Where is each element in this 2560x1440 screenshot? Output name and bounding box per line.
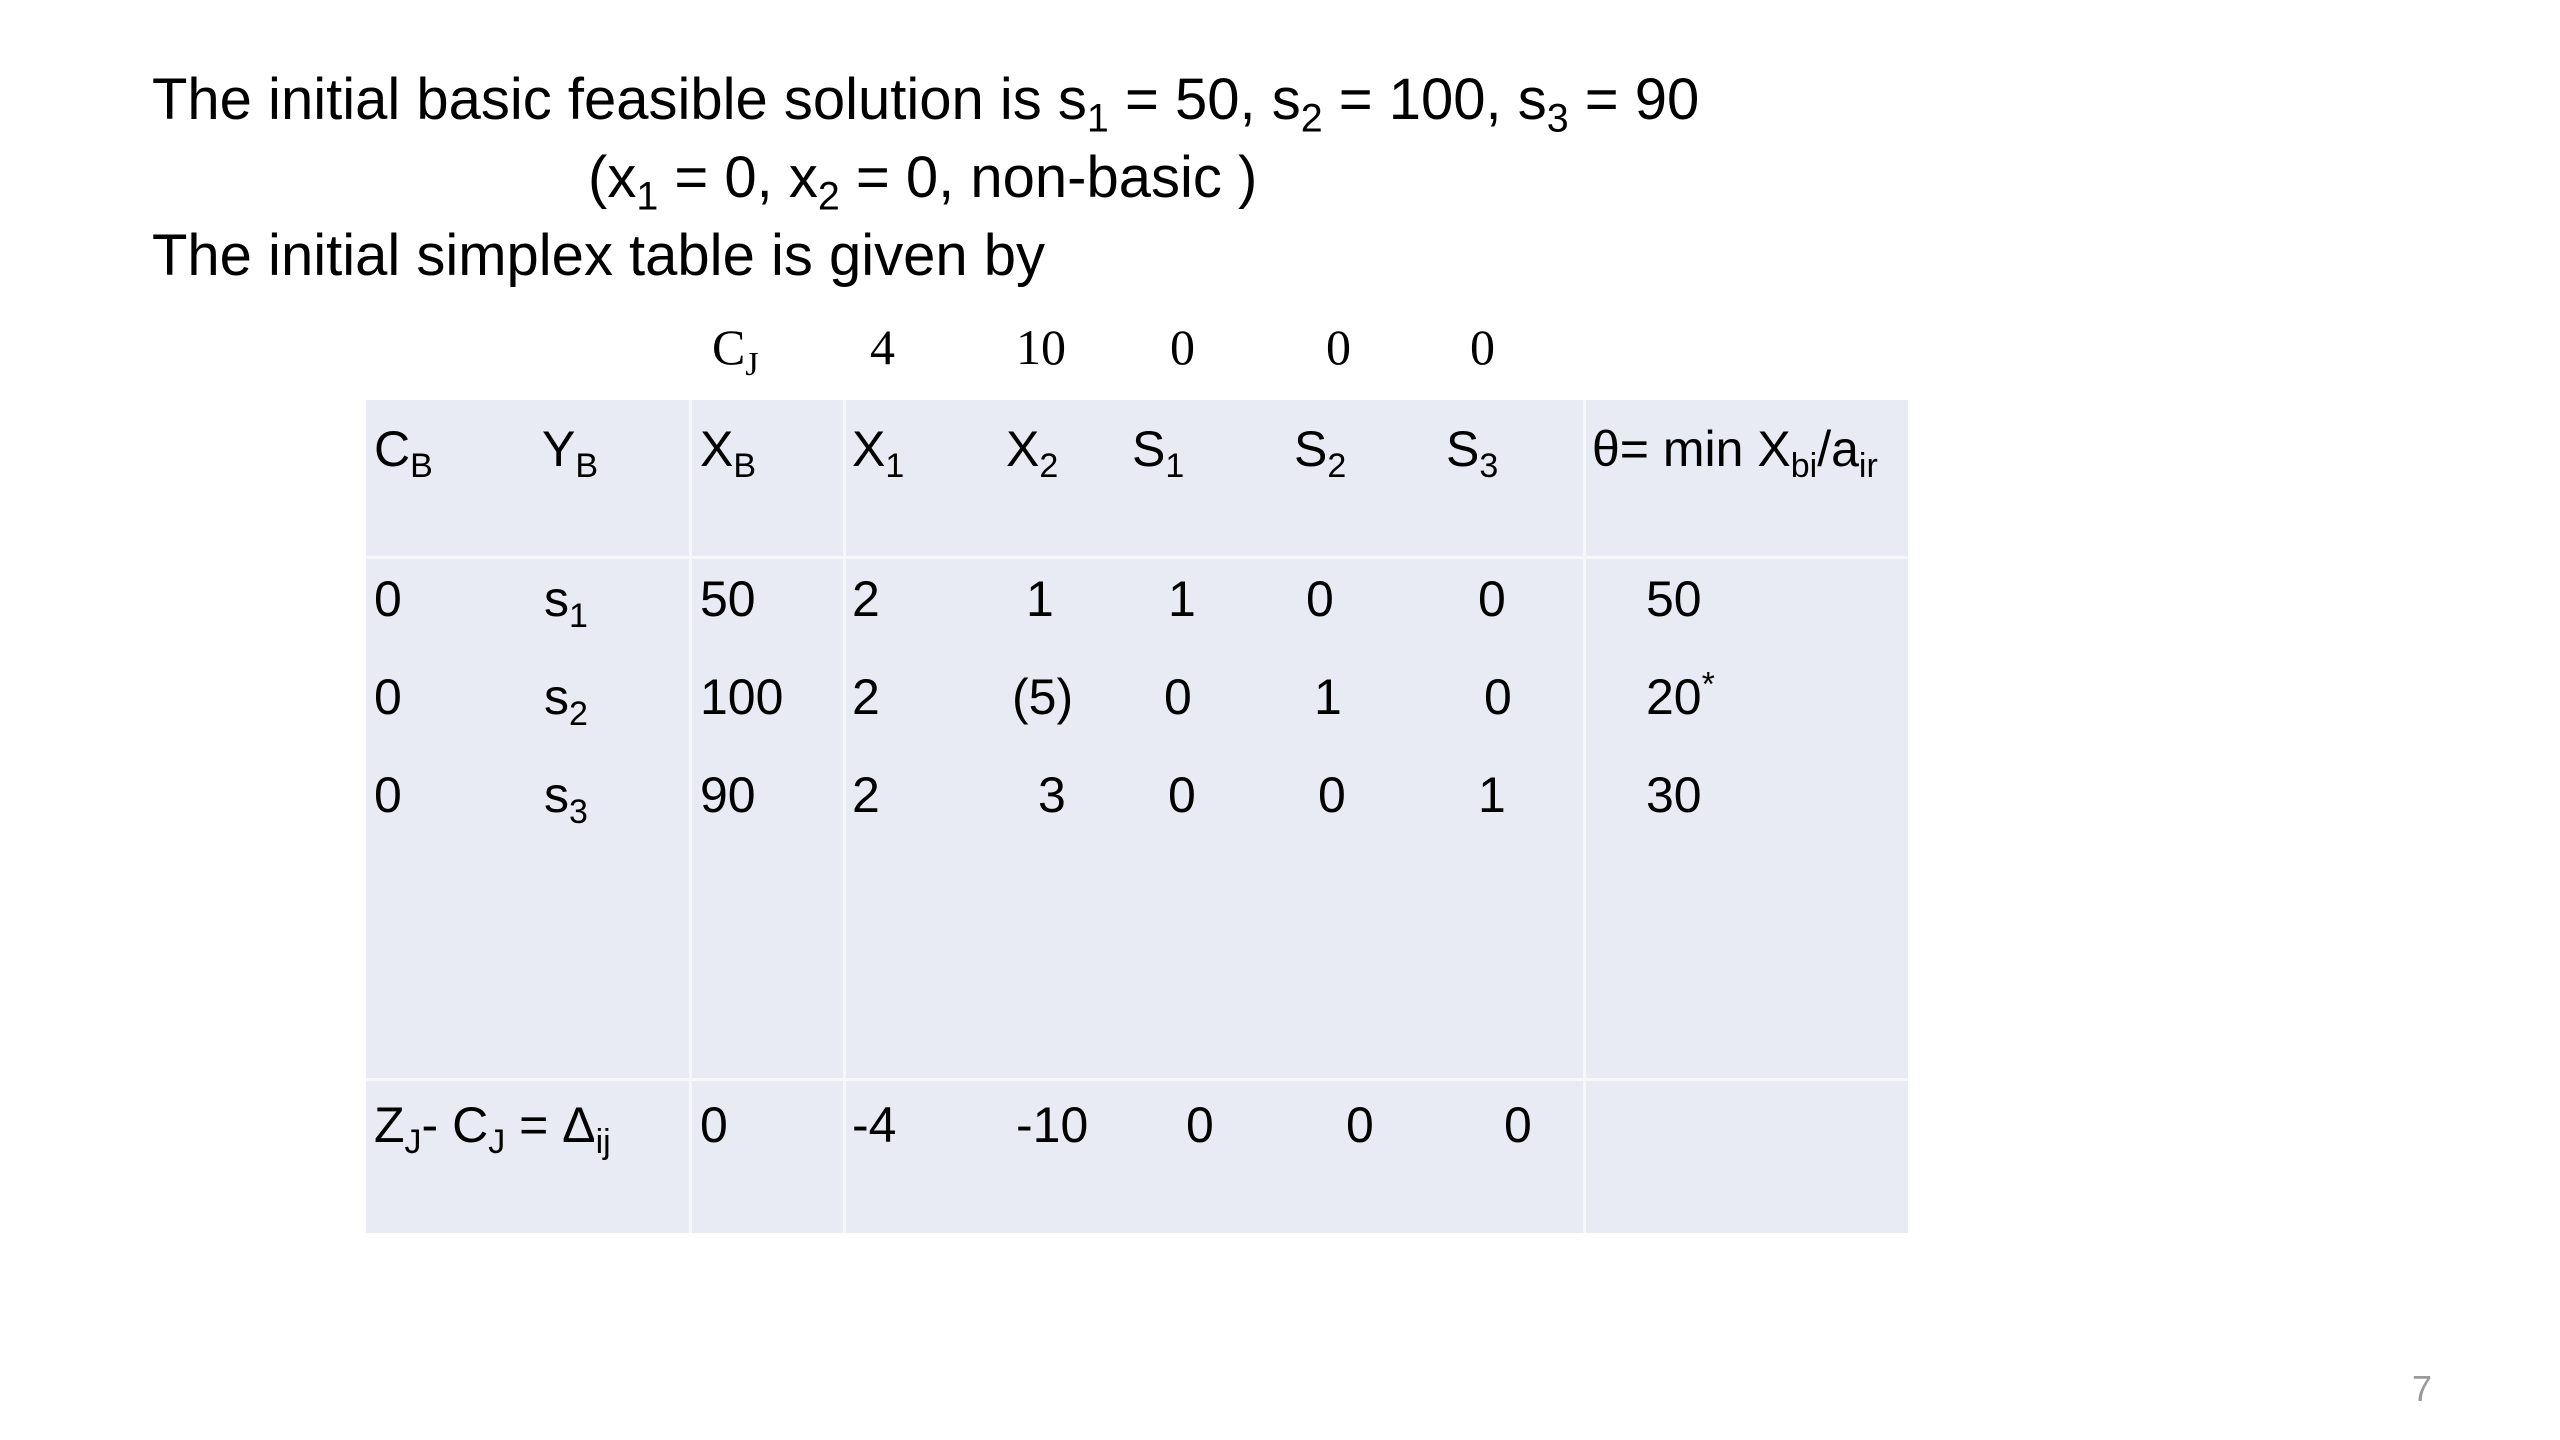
delta-xb: 0 [700, 1097, 728, 1153]
header-x2: $X_2$ [1006, 421, 1059, 485]
header-s2: $S_2$ [1294, 421, 1347, 485]
row1-cb: 0 [374, 571, 402, 627]
delta-s3: 0 [1504, 1097, 1532, 1153]
row3-xb: 90 [700, 767, 756, 823]
row3-x1: 2 [852, 767, 880, 823]
header-cb: $C_B$ [374, 421, 433, 485]
row2-theta: 20* [1646, 665, 1715, 725]
table-column-divider [843, 400, 846, 1233]
row2-x1: 2 [852, 669, 880, 725]
delta-x1: -4 [852, 1097, 897, 1153]
cj-value-x1: 4 [870, 319, 895, 375]
row3-theta: 30 [1646, 767, 1702, 823]
row2-s3: 0 [1484, 669, 1512, 725]
header-yb: $Y_B$ [542, 421, 599, 485]
delta-s2: 0 [1346, 1097, 1374, 1153]
intro-line-2: ($x_1 = 0$, $x_2 = 0$, non-basic ) [588, 145, 1258, 219]
row2-s1: 0 [1164, 669, 1192, 725]
row1-yb: $s_1$ [544, 571, 588, 635]
row1-s1: 1 [1168, 571, 1196, 627]
row3-s2: 0 [1318, 767, 1346, 823]
row2-xb: 100 [700, 669, 784, 725]
cj-value-s3: 0 [1470, 319, 1495, 375]
row3-yb: $s_3$ [544, 767, 588, 831]
cj-label: $C_J$ [712, 319, 759, 383]
row2-cb: 0 [374, 669, 402, 725]
header-xb: $X_B$ [700, 421, 757, 485]
cj-value-s2: 0 [1326, 319, 1351, 375]
row1-theta: 50 [1646, 571, 1702, 627]
row2-x2-pivot: (5) [1012, 669, 1074, 725]
row3-s1: 0 [1168, 767, 1196, 823]
table-column-divider [1583, 400, 1586, 1233]
row1-x2: 1 [1026, 571, 1054, 627]
delta-row-label: $Z_J-$ $C_J = \Delta_{ij}$ [374, 1097, 611, 1161]
page-number: 7 [2412, 1368, 2433, 1409]
delta-x2: -10 [1016, 1097, 1089, 1153]
row1-s3: 0 [1478, 571, 1506, 627]
cj-value-s1: 0 [1170, 319, 1195, 375]
header-s3: $S_3$ [1446, 421, 1499, 485]
delta-s1: 0 [1186, 1097, 1214, 1153]
header-s1: $S_1$ [1132, 421, 1185, 485]
row2-yb: $s_2$ [544, 669, 588, 733]
row3-x2: 3 [1038, 767, 1066, 823]
header-theta: $\theta= \min X_{bi}/a_{ir}$ [1592, 421, 1878, 485]
table-column-divider [689, 400, 692, 1233]
table-row-divider [366, 556, 1908, 559]
row1-x1: 2 [852, 571, 880, 627]
row2-s2: 1 [1314, 669, 1342, 725]
intro-line-3: The initial simplex table is given by [152, 223, 1045, 288]
row1-xb: 50 [700, 571, 756, 627]
table-row-divider [366, 1078, 1908, 1081]
row1-s2: 0 [1306, 571, 1334, 627]
row3-s3: 1 [1478, 767, 1506, 823]
cj-value-x2: 10 [1016, 319, 1066, 375]
row3-cb: 0 [374, 767, 402, 823]
intro-line-1: The initial basic feasible solution is $s_1 = 50$, $s_2 = 100$, $s_3 = 90$ [152, 67, 1700, 141]
header-x1: $X_1$ [852, 421, 905, 485]
